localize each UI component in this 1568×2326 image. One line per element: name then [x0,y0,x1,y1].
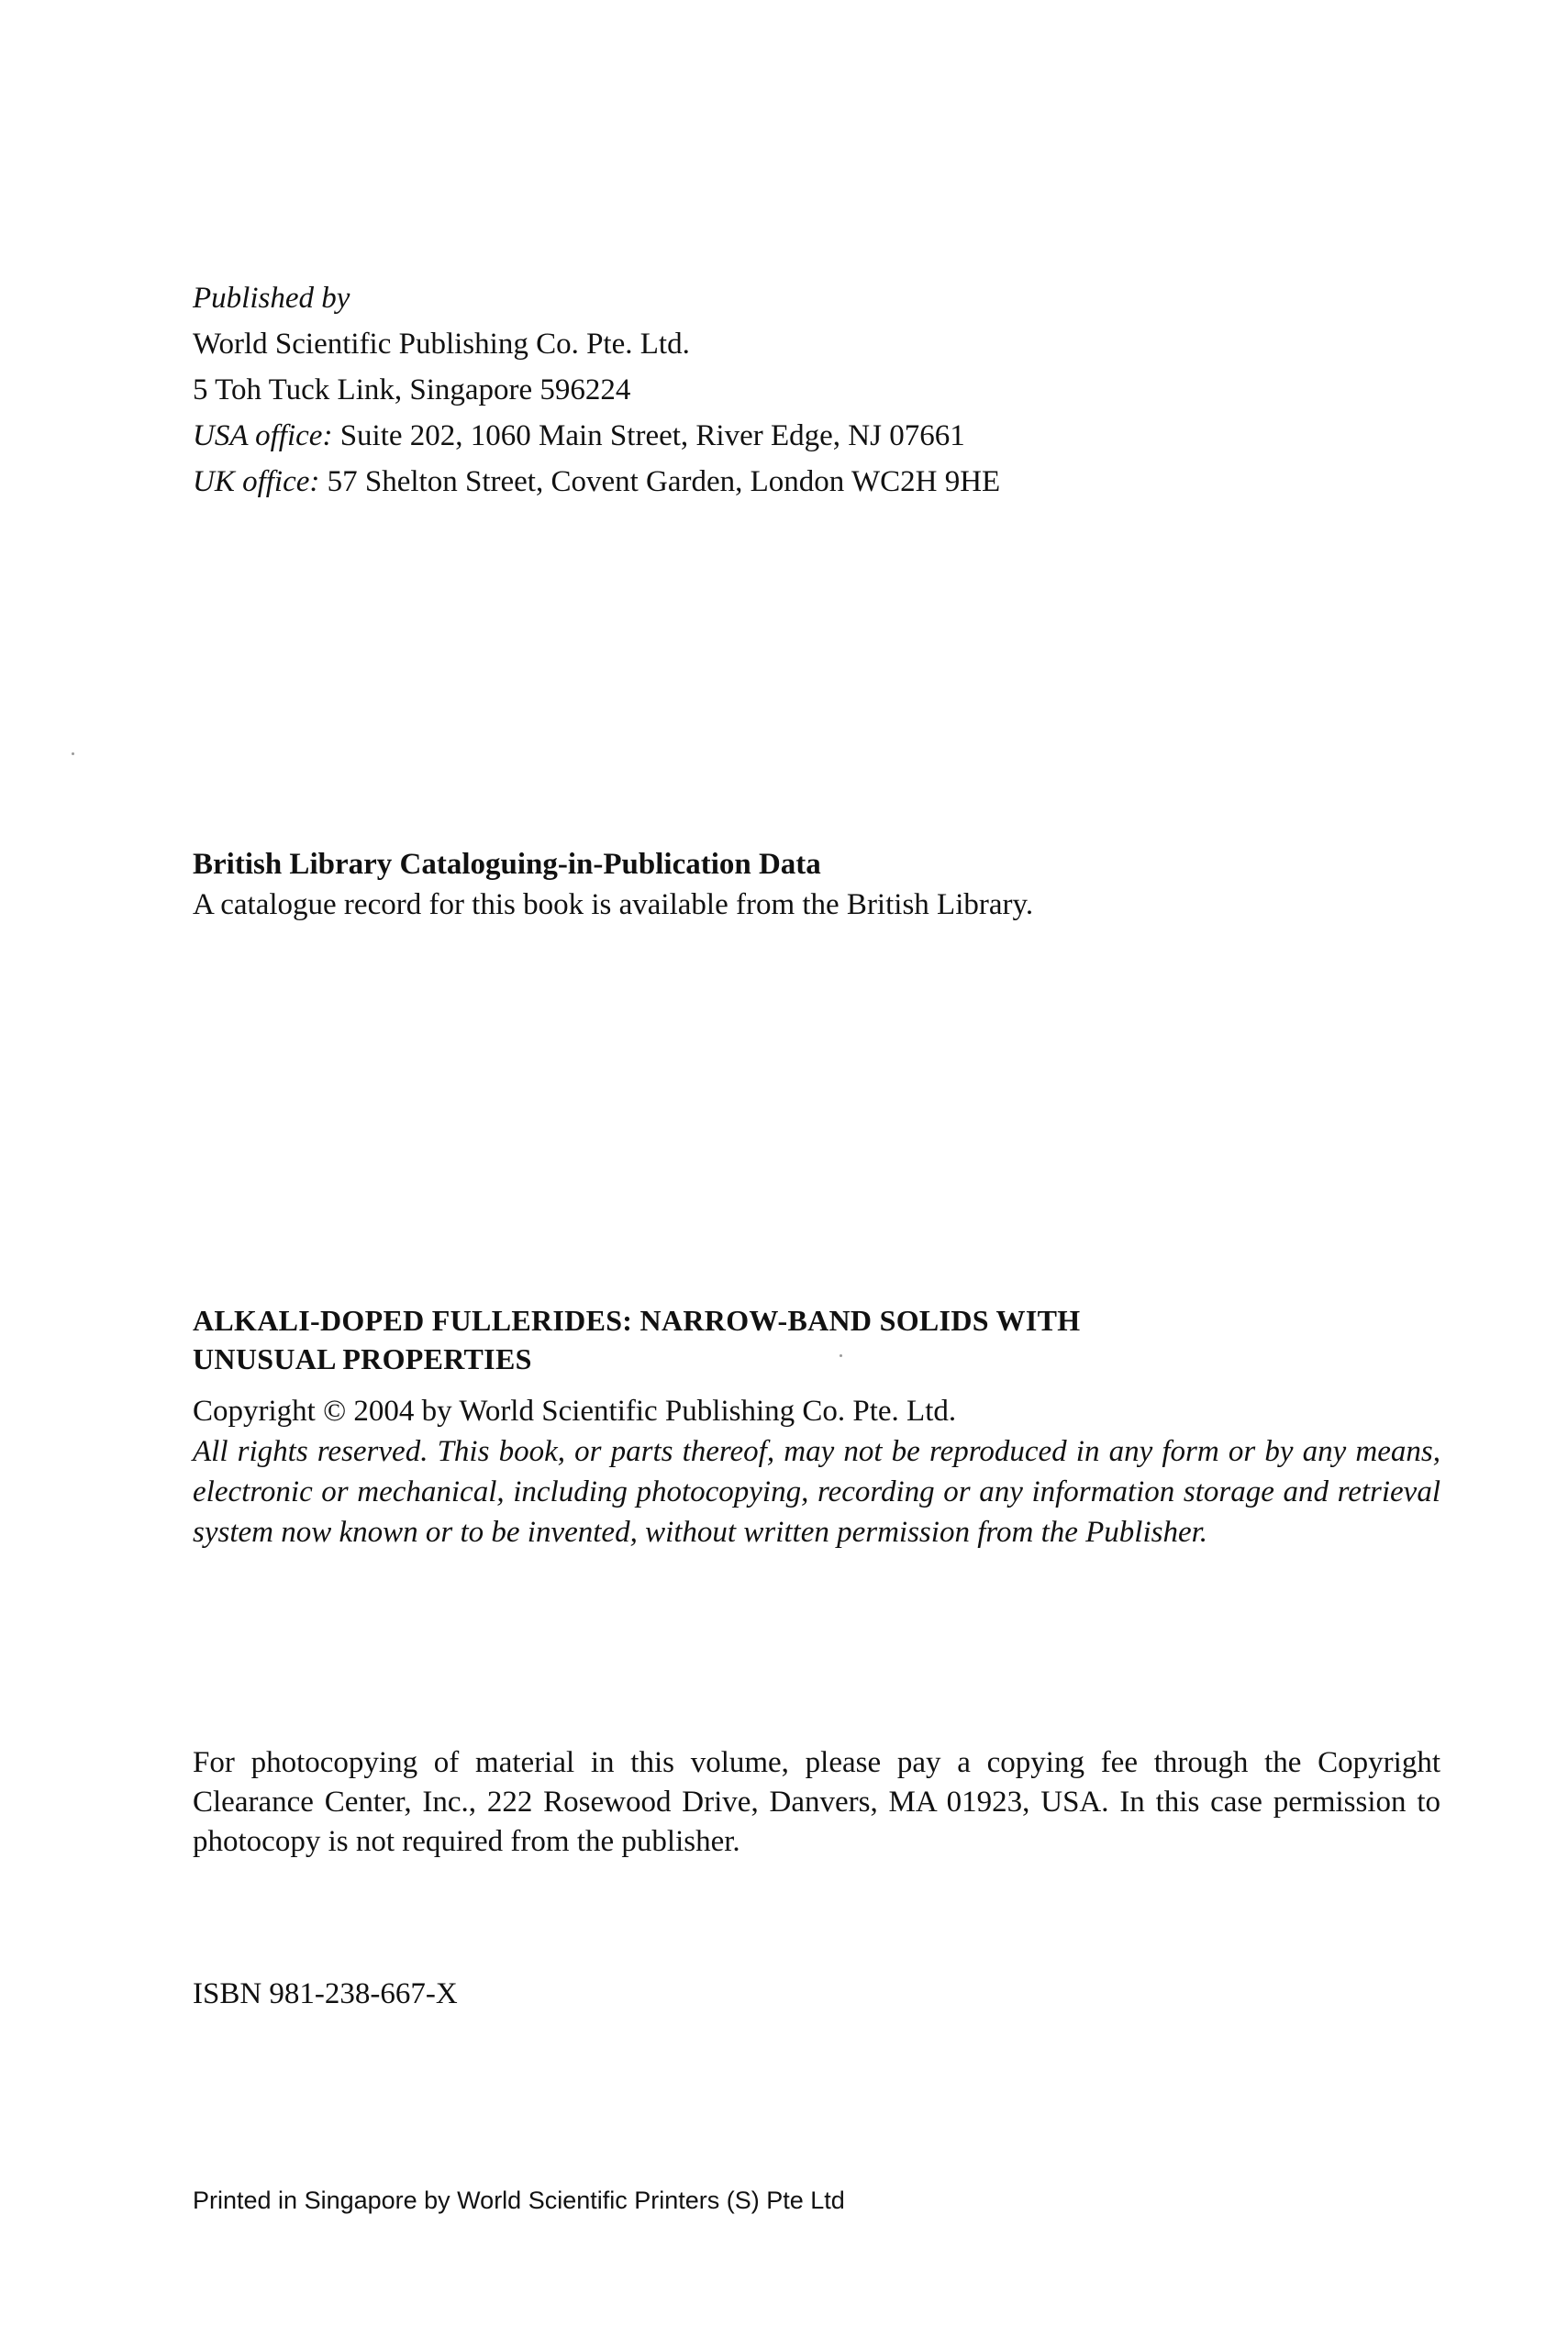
copyright-notice: Copyright © 2004 by World Scientific Publishing Co. Pte. Ltd. [193,1395,957,1428]
usa-office [193,413,1459,459]
cip-text: A catalogue record for this book is available from the British Library. [193,888,1034,921]
usa-office-label: USA office: [193,419,333,452]
isbn: ISBN 981-238-667-X [193,1977,458,2010]
book-title-line-2: UNUSUAL PROPERTIES [193,1342,532,1375]
printer-block [193,2182,1459,2219]
scan-speck [840,1354,842,1357]
photocopy-notice-block [193,1743,1459,1862]
published-by-label: Published by [193,282,350,315]
publisher-info [193,275,1459,505]
scan-speck [72,752,74,755]
publisher-address: 5 Toh Tuck Link, Singapore 596224 [193,373,631,406]
rights-reserved: All rights reserved. This book, or parts thereof, may not be reproduced in any form or by any means, electronic or mechanical, including photocopying, recording or any information storage and retrieval system now known or to be invented, without written permission from the Publisher. [193,1435,1440,1549]
book-title-line-1: ALKALI-DOPED FULLERIDES: NARROW-BAND SOLIDS WITH [193,1304,1081,1337]
printer-info: Printed in Singapore by World Scientific Printers (S) Pte Ltd [193,2187,845,2214]
cip-heading: British Library Cataloguing-in-Publication Data [193,848,821,881]
uk-office [193,459,1459,505]
publisher-name: World Scientific Publishing Co. Pte. Ltd. [193,328,690,361]
cip-data [193,844,1459,925]
isbn-block [193,1971,1459,2017]
usa-office-address: Suite 202, 1060 Main Street, River Edge, NJ 07661 [339,419,965,452]
uk-office-label: UK office: [193,465,320,498]
photocopy-notice: For photocopying of material in this volume, please pay a copying fee through the Copyright Clearance Center, Inc., 222 Rosewood Drive, Danvers, MA 01923, USA. In this case permission to photocopy is not required from the publisher. [193,1746,1440,1858]
copyright-info [193,1301,1459,1553]
uk-office-address: 57 Shelton Street, Covent Garden, London WC2H 9HE [327,465,1001,498]
